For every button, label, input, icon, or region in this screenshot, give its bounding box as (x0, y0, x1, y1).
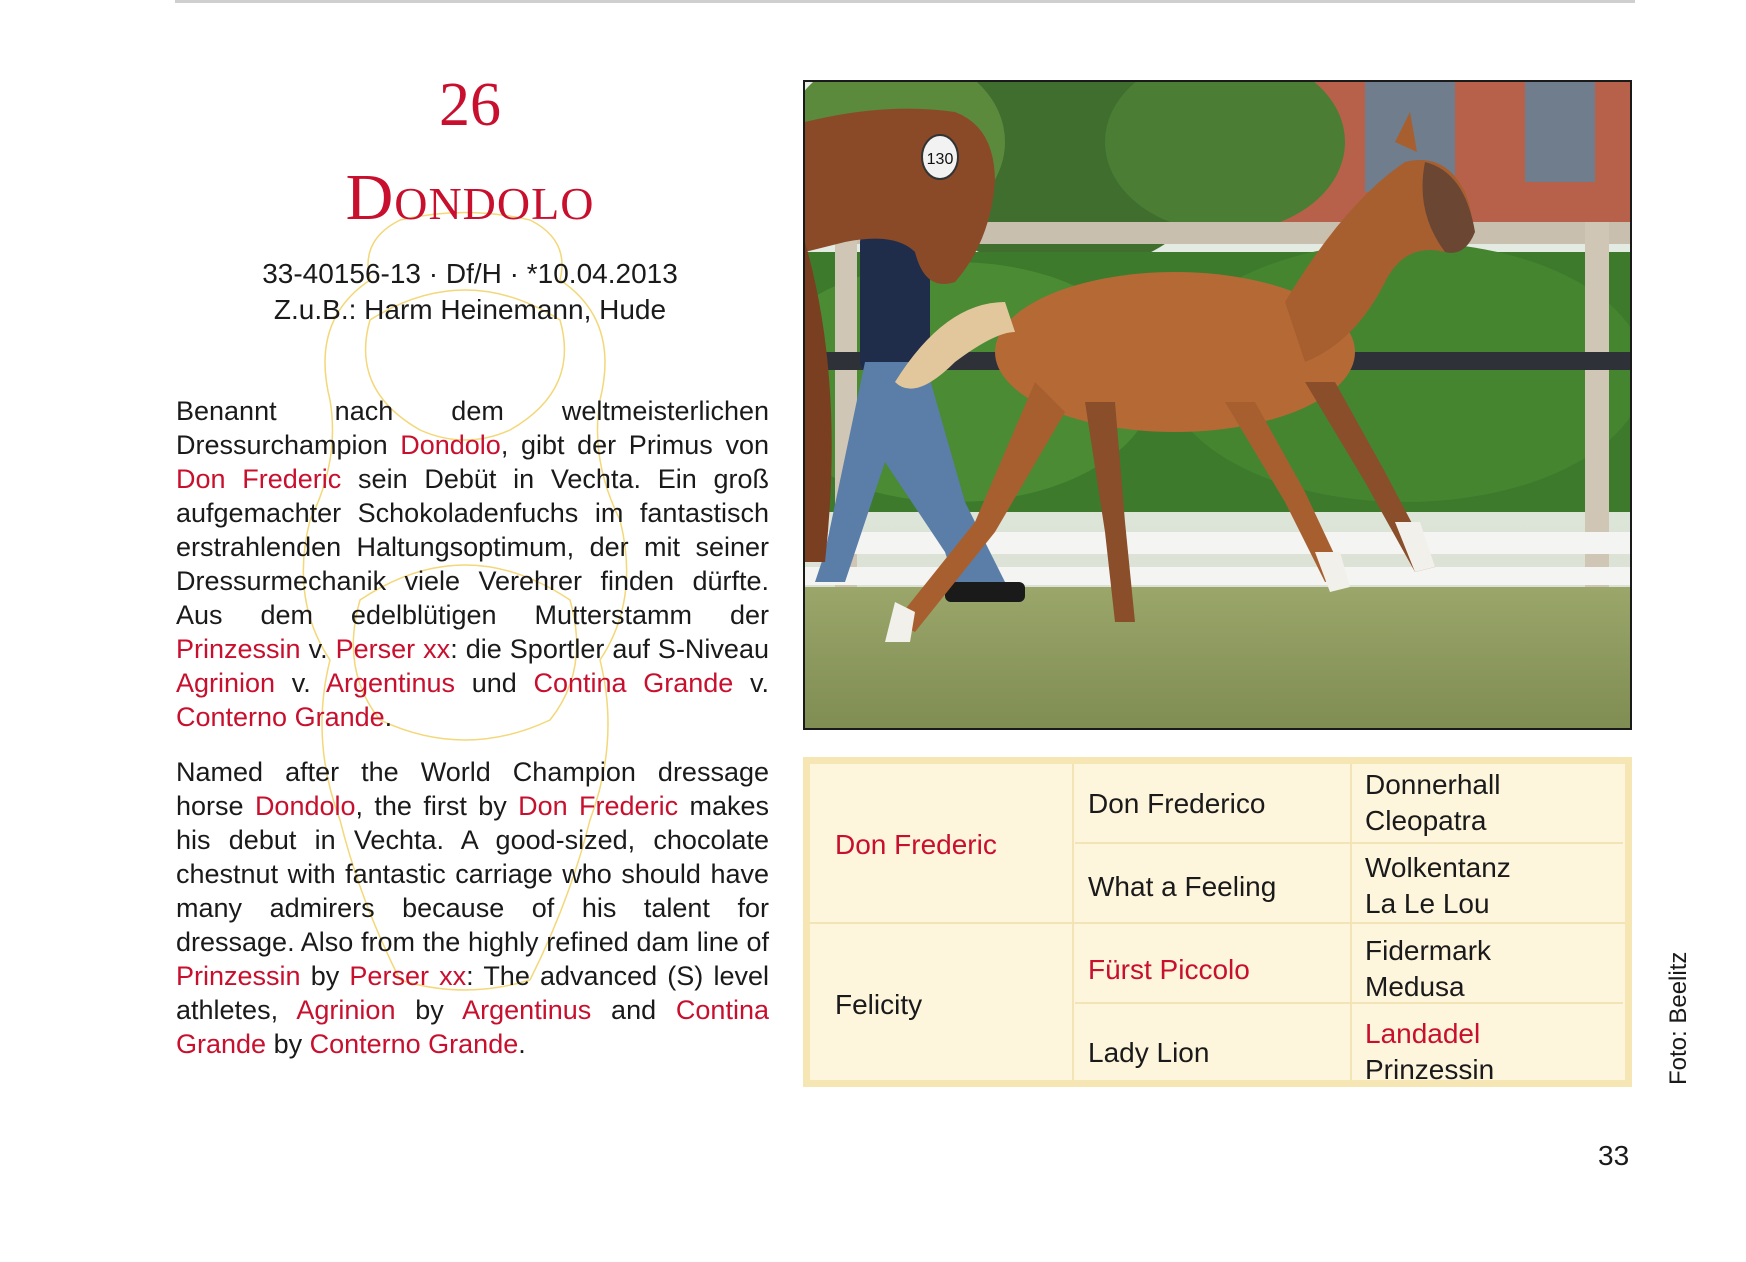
text-run: , the first by (355, 791, 519, 821)
horse-name-mention: Dondolo (254, 791, 356, 821)
horse-name-mention: Don Frederic (176, 464, 342, 494)
horse-name-mention: Perser xx (349, 961, 467, 991)
horse-name-mention: Agrinion (176, 668, 276, 698)
text-run: Benannt nach dem weltmeisterlichen Dressurchampion (176, 396, 769, 460)
pedigree-divider-sire (1075, 842, 1623, 844)
text-run: Named after the World Champion dressage horse (176, 757, 769, 821)
text-run: v. (300, 634, 336, 664)
breeder-line: Z.u.B.: Harm Heinemann, Hude (273, 294, 667, 325)
pedigree-dam-dam-dam: Prinzessin (1365, 1054, 1495, 1085)
horse-name-mention: Conterno Grande (309, 1029, 519, 1059)
pedigree-sire-sire-sire: Donnerhall (1365, 769, 1501, 800)
text-run: und (455, 668, 534, 698)
text-run: v. (733, 668, 770, 698)
text-run: , gibt der Primus von (500, 430, 769, 460)
registration-line: 33-40156-13 · Df/H · *10.04.2013 (262, 258, 678, 289)
text-run: v. (275, 668, 326, 698)
text-run: and (591, 995, 676, 1025)
horse-name-mention: Dondolo (400, 430, 501, 460)
pedigree-sire-dam-dam: La Le Lou (1365, 888, 1490, 919)
horse-photo (803, 80, 1632, 730)
pedigree-vdivider-1 (1072, 764, 1074, 1080)
pedigree-grid (810, 764, 1625, 1085)
pedigree-dam-sire-sire: Fidermark (1365, 935, 1492, 966)
english-description (176, 755, 769, 1061)
pedigree-sire: Don Frederic (835, 829, 997, 860)
horse-name-mention: Don Frederic (518, 791, 679, 821)
horse-name-mention: Contina Grande (533, 668, 734, 698)
pedigree-dam: Felicity (835, 989, 923, 1020)
german-description (176, 394, 769, 734)
foal-photo-illustration (805, 82, 1630, 728)
bib-number: 130 (926, 151, 954, 168)
page-number: 33 (1598, 1140, 1630, 1171)
horse-name-mention: Argentinus (462, 995, 592, 1025)
pedigree-divider-dam (1075, 1002, 1623, 1004)
text-run: . (384, 702, 393, 732)
pedigree-vdivider-2 (1350, 764, 1352, 1080)
pedigree-sire-sire: Don Frederico (1088, 788, 1266, 819)
pedigree-sire-sire-dam: Cleopatra (1365, 805, 1487, 836)
horse-name-mention: Perser xx (335, 634, 451, 664)
pedigree-sire-dam: What a Feeling (1088, 871, 1277, 902)
text-run: by (266, 1029, 310, 1059)
pedigree-dam-sire: Fürst Piccolo (1088, 954, 1250, 985)
horse-name-mention: Agrinion (296, 995, 396, 1025)
photo-credit: Foto: Beelitz (1665, 951, 1692, 1085)
top-rule (175, 0, 1635, 3)
horse-name-mention: Contina Grande (176, 995, 769, 1059)
text-run: by (300, 961, 350, 991)
pedigree-table (803, 757, 1632, 1087)
text-run: makes his debut in Vechta. A good-sized, chocolate chestnut with fantastic carriage who should have many admirers because of his talent for dressage. Also from the highly refined dam line of (176, 791, 769, 957)
text-run: sein Debüt in Vechta. Ein groß aufgemachter Schokoladenfuchs im fantastisch erstrahlenden Haltungsoptimum, der mit seiner Dressurmechanik viele Verehrer finden dürfte. Aus dem edelblütigen Mutterstamm der (176, 464, 769, 630)
text-run: : The advanced (S) level athletes, (176, 961, 769, 1025)
lot-number: 26 (439, 71, 501, 139)
text-run: . (518, 1029, 526, 1059)
pedigree-dam-sire-dam: Medusa (1365, 971, 1465, 1002)
pedigree-divider-main (810, 922, 1625, 924)
pedigree-dam-dam-sire: Landadel (1365, 1018, 1481, 1049)
horse-name-mention: Conterno Grande (176, 702, 385, 732)
horse-name-mention: Argentinus (325, 668, 456, 698)
text-run: : die Sportler auf S-Niveau (450, 634, 769, 664)
text-run: by (395, 995, 463, 1025)
horse-name: Dondolo (345, 161, 595, 234)
pedigree-sire-dam-sire: Wolkentanz (1365, 852, 1511, 883)
horse-name-mention: Prinzessin (176, 634, 301, 664)
pedigree-dam-dam: Lady Lion (1088, 1037, 1210, 1068)
horse-name-mention: Prinzessin (176, 961, 301, 991)
